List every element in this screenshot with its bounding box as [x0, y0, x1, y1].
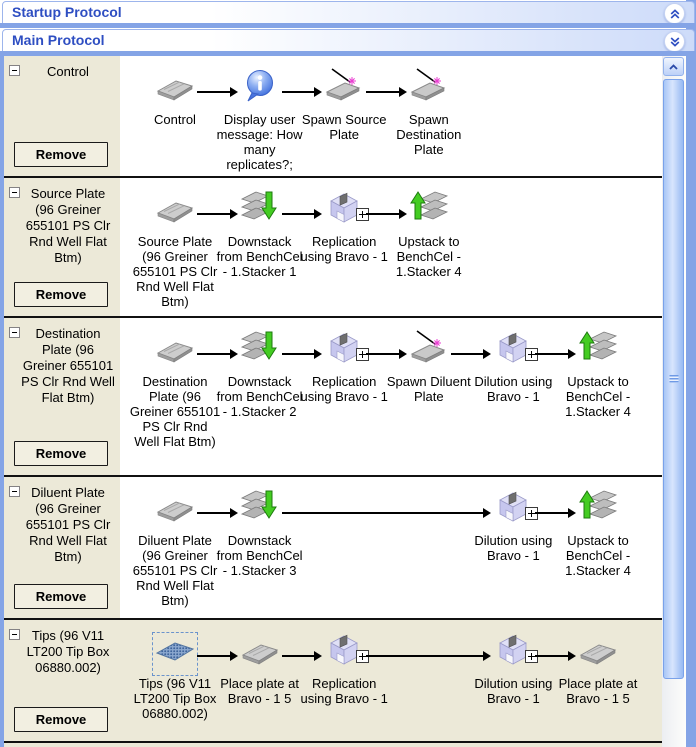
step-label: Spawn Destination Plate	[396, 112, 462, 157]
scrollbar-grip	[669, 375, 678, 383]
step-label: Upstack to BenchCel - 1.Stacker 4	[565, 374, 631, 419]
main-protocol-canvas	[4, 56, 662, 747]
step-label: Replication using Bravo - 1	[300, 234, 388, 264]
collapse-row-minus-icon[interactable]	[9, 629, 20, 640]
step-label: Dilution using Bravo - 1	[474, 374, 553, 404]
protocol-process-row[interactable]	[4, 477, 662, 620]
collapse-row-minus-icon[interactable]	[9, 65, 20, 76]
protocol-step[interactable]	[552, 330, 644, 419]
downstack-icon[interactable]	[240, 489, 280, 534]
remove-button[interactable]: Remove	[14, 707, 108, 732]
startup-protocol-header[interactable]	[2, 1, 695, 24]
protocol-step[interactable]	[129, 190, 221, 309]
spawn-icon[interactable]	[409, 68, 449, 113]
step-label: Diluent Plate (96 Greiner 655101 PS Clr Rnd Well Flat Btm)	[132, 533, 218, 608]
startup-protocol-title: Startup Protocol	[12, 4, 122, 20]
step-label: Upstack to BenchCel - 1.Stacker 4	[565, 533, 631, 578]
process-name-label: Source Plate (96 Greiner 655101 PS Clr Rnd Well Flat Btm)	[25, 186, 111, 265]
protocol-step[interactable]	[214, 489, 306, 578]
protocol-step[interactable]	[129, 489, 221, 608]
panel-right-border	[686, 0, 696, 747]
upstack-icon[interactable]	[578, 489, 618, 534]
vertical-scrollbar[interactable]	[662, 56, 686, 747]
protocol-step[interactable]	[129, 68, 221, 127]
upstack-icon[interactable]	[409, 190, 449, 235]
protocol-step[interactable]	[129, 632, 221, 721]
protocol-step[interactable]	[298, 330, 390, 404]
collapse-startup-button[interactable]	[664, 3, 685, 24]
step-label: Place plate at Bravo - 1 5	[220, 676, 299, 706]
process-sidebar	[4, 56, 120, 176]
step-label: Replication using Bravo - 1	[300, 676, 388, 706]
protocol-step[interactable]	[129, 330, 221, 449]
spawn-icon[interactable]	[324, 68, 364, 113]
collapse-row-minus-icon[interactable]	[9, 486, 20, 497]
step-label: Control	[154, 112, 196, 127]
chevron-double-down-icon	[669, 36, 681, 48]
process-name-label: Tips (96 V11 LT200 Tip Box 06880.002)	[26, 628, 110, 675]
info-icon[interactable]	[240, 68, 280, 113]
protocol-step[interactable]	[214, 632, 306, 706]
tips-icon[interactable]	[155, 632, 195, 677]
collapse-row-minus-icon[interactable]	[9, 327, 20, 338]
plate-icon[interactable]	[240, 632, 280, 677]
main-protocol-header[interactable]	[2, 29, 695, 52]
protocol-step[interactable]	[298, 68, 390, 142]
remove-button[interactable]: Remove	[14, 142, 108, 167]
plate-icon[interactable]	[155, 68, 195, 113]
step-label: Upstack to BenchCel - 1.Stacker 4	[395, 234, 462, 279]
main-protocol-title: Main Protocol	[12, 32, 105, 48]
protocol-process-row[interactable]	[4, 56, 662, 178]
remove-button[interactable]: Remove	[14, 282, 108, 307]
protocol-step[interactable]	[467, 330, 559, 404]
step-label: Downstack from BenchCel - 1.Stacker 2	[216, 374, 303, 419]
protocol-process-row[interactable]	[4, 318, 662, 477]
step-label: Place plate at Bravo - 1 5	[558, 676, 638, 706]
protocol-step[interactable]	[298, 632, 390, 706]
step-label: Source Plate (96 Greiner 655101 PS Clr Rnd Well Flat Btm)	[132, 234, 218, 309]
protocol-step[interactable]	[383, 190, 475, 279]
step-label: Downstack from BenchCel - 1.Stacker 3	[216, 533, 303, 578]
panel-left-border	[0, 56, 4, 747]
spawn-icon[interactable]	[409, 330, 449, 375]
selection-marquee	[152, 632, 198, 676]
protocol-step[interactable]	[467, 489, 559, 563]
protocol-process-row[interactable]	[4, 620, 662, 743]
downstack-icon[interactable]	[240, 330, 280, 375]
chevron-double-up-icon	[669, 8, 681, 20]
protocol-step[interactable]	[383, 330, 475, 404]
protocol-step[interactable]	[298, 190, 390, 264]
step-label: Spawn Source Plate	[301, 112, 387, 142]
process-name-label: Diluent Plate (96 Greiner 655101 PS Clr Rnd Well Flat Btm)	[25, 485, 111, 564]
step-label: Tips (96 V11 LT200 Tip Box 06880.002)	[133, 676, 217, 721]
protocol-process-row[interactable]	[4, 178, 662, 318]
step-label: Dilution using Bravo - 1	[474, 676, 553, 706]
process-name-label: Destination Plate (96 Greiner 655101 PS Clr Rnd Well Flat Btm)	[21, 326, 115, 405]
protocol-step[interactable]	[467, 632, 559, 706]
step-label: Replication using Bravo - 1	[300, 374, 388, 404]
step-label: Dilution using Bravo - 1	[474, 533, 553, 563]
downstack-icon[interactable]	[240, 190, 280, 235]
plate-icon[interactable]	[155, 330, 195, 375]
process-name-label: Control	[47, 64, 89, 79]
process-sidebar	[4, 477, 120, 618]
plate-icon[interactable]	[155, 190, 195, 235]
protocol-step[interactable]	[383, 68, 475, 157]
remove-button[interactable]: Remove	[14, 584, 108, 609]
header-band	[0, 51, 696, 56]
plate-icon[interactable]	[578, 632, 618, 677]
plate-icon[interactable]	[155, 489, 195, 534]
scrollbar-up-button[interactable]	[663, 57, 684, 76]
flow-arrow	[282, 512, 485, 514]
step-label: Spawn Diluent Plate	[386, 374, 471, 404]
protocol-step[interactable]	[552, 489, 644, 578]
scrollbar-thumb[interactable]	[663, 79, 684, 679]
step-label: Downstack from BenchCel - 1.Stacker 1	[216, 234, 303, 279]
protocol-step[interactable]	[214, 330, 306, 419]
chevron-up-icon	[668, 63, 679, 71]
step-label: Destination Plate (96 Greiner 655101 PS Clr Rnd Well Flat Btm)	[129, 374, 221, 449]
upstack-icon[interactable]	[578, 330, 618, 375]
process-sidebar	[4, 178, 120, 316]
bottom-filler	[4, 743, 662, 747]
protocol-step[interactable]	[214, 190, 306, 279]
process-sidebar	[4, 318, 120, 475]
remove-button[interactable]: Remove	[14, 441, 108, 466]
step-label: Display user message: How many replicates?;	[216, 112, 303, 172]
protocol-step[interactable]	[552, 632, 644, 706]
protocol-step[interactable]	[214, 68, 306, 172]
process-sidebar	[4, 620, 120, 741]
header-band	[0, 23, 696, 28]
collapse-row-minus-icon[interactable]	[9, 187, 20, 198]
collapse-main-button[interactable]	[664, 31, 685, 52]
